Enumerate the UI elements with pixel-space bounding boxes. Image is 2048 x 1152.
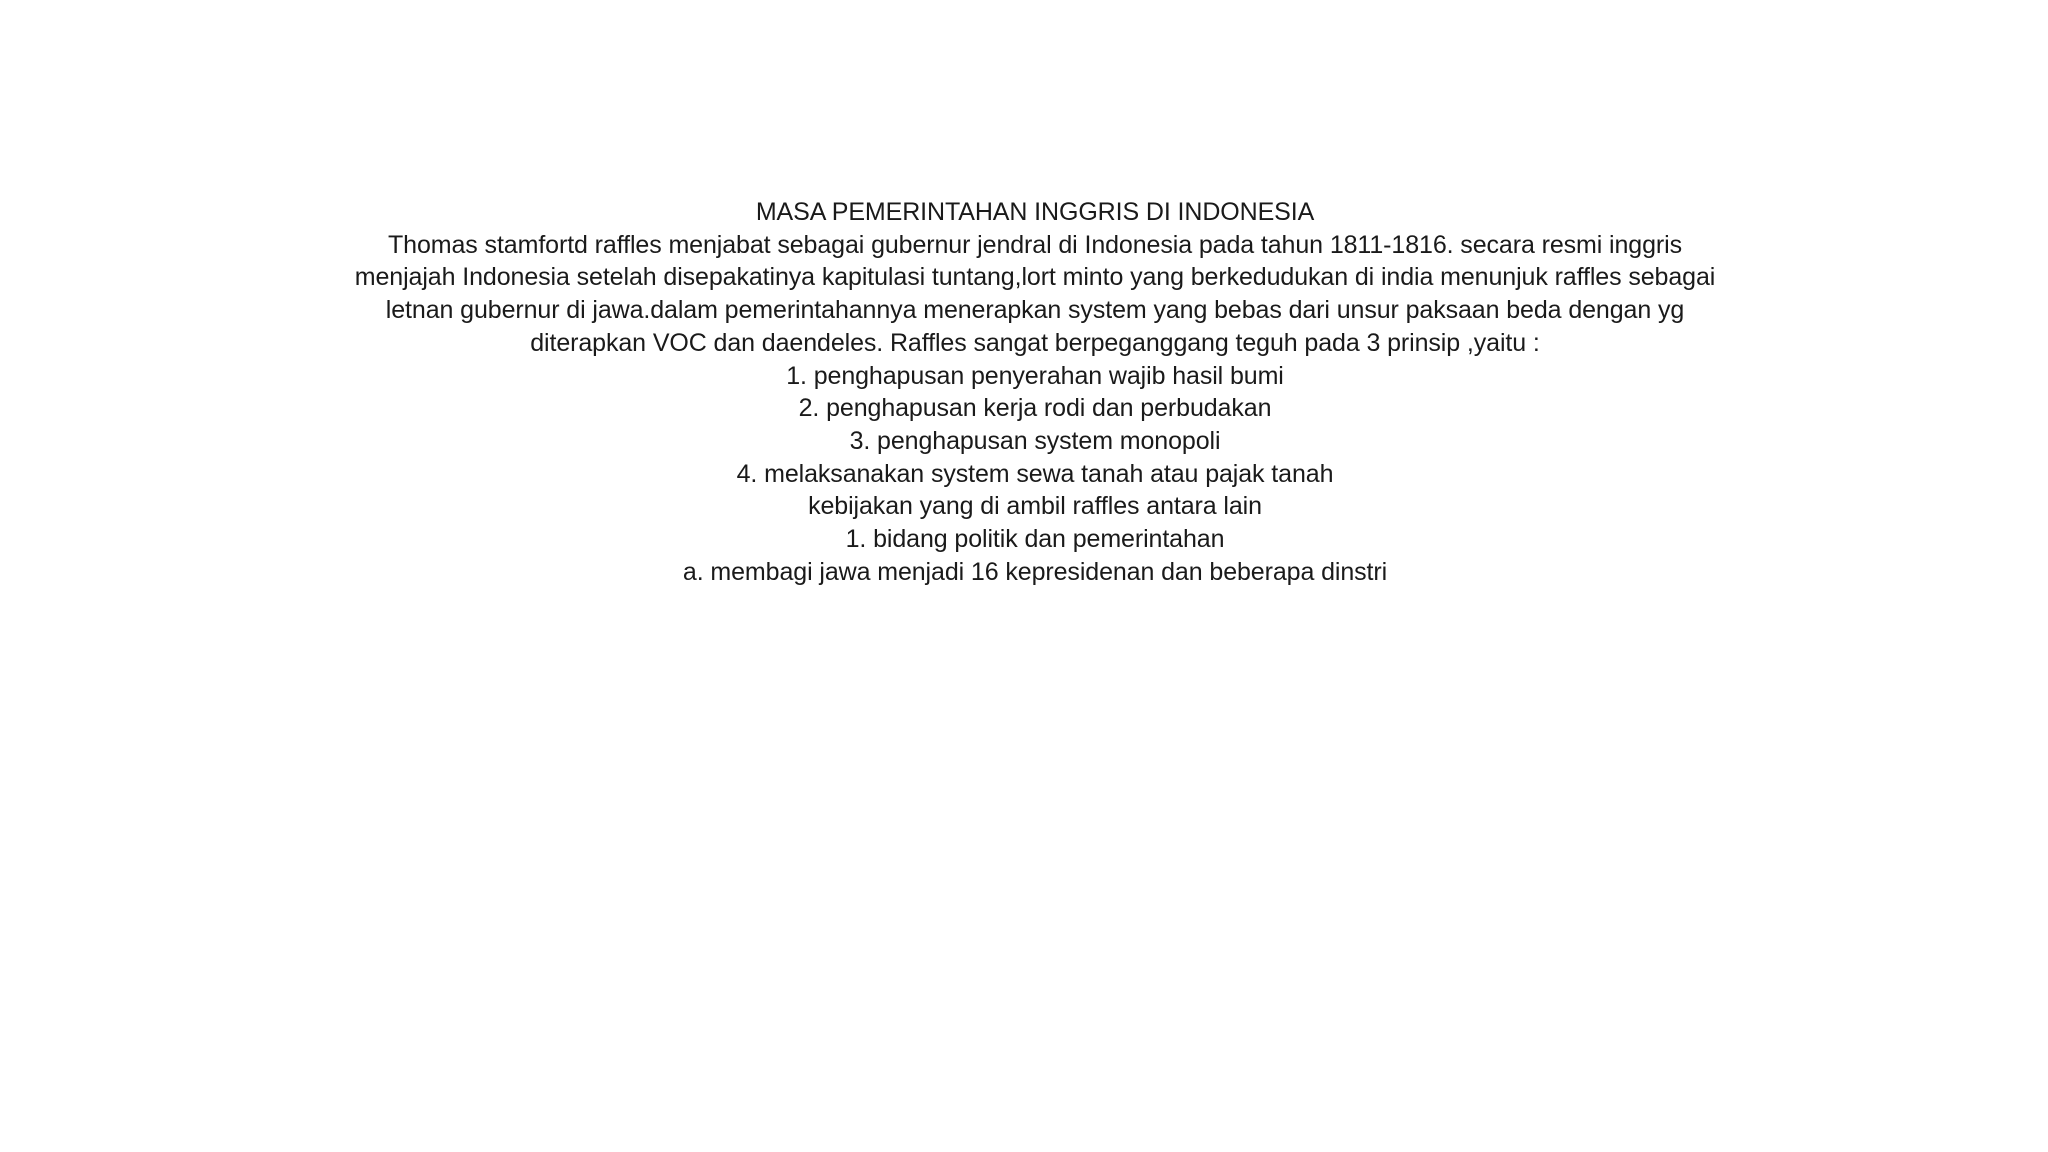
principle-item-3: 3. penghapusan system monopoli bbox=[849, 426, 1221, 455]
policy-section-heading: 1. bidang politik dan pemerintahan bbox=[845, 525, 1225, 554]
principle-item-1: 1. penghapusan penyerahan wajib hasil bumi bbox=[786, 361, 1284, 390]
paragraph-line-3: letnan gubernur di jawa.dalam pemerintahannya menerapkan system yang bebas dari unsur paksaan beda dengan yg bbox=[385, 296, 1685, 325]
paragraph-line-2: menjajah Indonesia setelah disepakatinya kapitulasi tuntang,lort minto yang berkedudukan di india menunjuk raffles sebagai bbox=[354, 263, 1716, 292]
slide-text-block bbox=[270, 196, 1800, 588]
paragraph-line-4: diterapkan VOC dan daendeles. Raffles sangat berpeganggang teguh pada 3 prinsip ,yaitu : bbox=[530, 328, 1540, 357]
principle-item-4: 4. melaksanakan system sewa tanah atau pajak tanah bbox=[736, 459, 1334, 488]
slide-title: MASA PEMERINTAHAN INGGRIS DI INDONESIA bbox=[755, 198, 1315, 226]
paragraph-line-1: Thomas stamfortd raffles menjabat sebagai gubernur jendral di Indonesia pada tahun 1811-1816. secara resmi inggris bbox=[387, 230, 1682, 259]
policy-item-a: a. membagi jawa menjadi 16 kepresidenan dan beberapa dinstri bbox=[682, 557, 1388, 586]
principle-item-2: 2. penghapusan kerja rodi dan perbudakan bbox=[798, 394, 1272, 423]
policy-heading: kebijakan yang di ambil raffles antara lain bbox=[808, 492, 1262, 521]
